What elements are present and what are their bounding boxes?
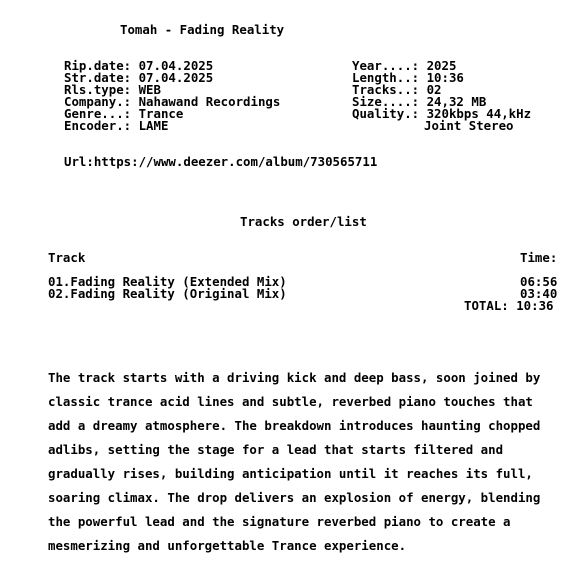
- description-line: classic trance acid lines and subtle, reverbed piano touches that: [48, 394, 533, 409]
- year: Year....: 2025: [352, 58, 457, 73]
- album-url: Url:https://www.deezer.com/album/730565711: [64, 154, 378, 169]
- description-line: adlibs, setting the stage for a lead that starts filtered and: [48, 442, 504, 457]
- description-line: the powerful lead and the signature reverbed piano to create a: [48, 514, 511, 529]
- file-size: Size....: 24,32 MB: [352, 94, 487, 109]
- track-column-label: Track: [48, 250, 86, 265]
- rip-date: Rip.date: 07.04.2025: [64, 58, 214, 73]
- description-line: gradually rises, building anticipation until it reaches its full,: [48, 466, 533, 481]
- street-date: Str.date: 07.04.2025: [64, 70, 214, 85]
- description-line: soaring climax. The drop delivers an explosion of energy, blending: [48, 490, 541, 505]
- track-count: Tracks..: 02: [352, 82, 442, 97]
- length: Length..: 10:36: [352, 70, 464, 85]
- description-line: add a dreamy atmosphere. The breakdown introduces haunting chopped: [48, 418, 541, 433]
- description-line: The track starts with a driving kick and deep bass, soon joined by: [48, 370, 541, 385]
- release-title: Tomah - Fading Reality: [120, 22, 285, 37]
- total-time: TOTAL: 10:36: [464, 298, 554, 313]
- description: [48, 360, 584, 564]
- company: Company.: Nahawand Recordings: [64, 94, 281, 109]
- track-time: 06:56: [520, 274, 558, 289]
- quality: Quality.: 320kbps 44,kHz: [352, 106, 532, 121]
- track-title: 01.Fading Reality (Extended Mix): [48, 274, 287, 289]
- description-line: mesmerizing and unforgettable Trance experience.: [48, 538, 407, 553]
- genre: Genre...: Trance: [64, 106, 184, 121]
- release-type: Rls.type: WEB: [64, 82, 161, 97]
- channel-mode: Joint Stereo: [424, 118, 514, 133]
- tracks-heading: Tracks order/list: [240, 214, 367, 229]
- time-column-label: Time:: [520, 250, 558, 265]
- track-time: 03:40: [520, 286, 558, 301]
- track-title: 02.Fading Reality (Original Mix): [48, 286, 287, 301]
- encoder: Encoder.: LAME: [64, 118, 169, 133]
